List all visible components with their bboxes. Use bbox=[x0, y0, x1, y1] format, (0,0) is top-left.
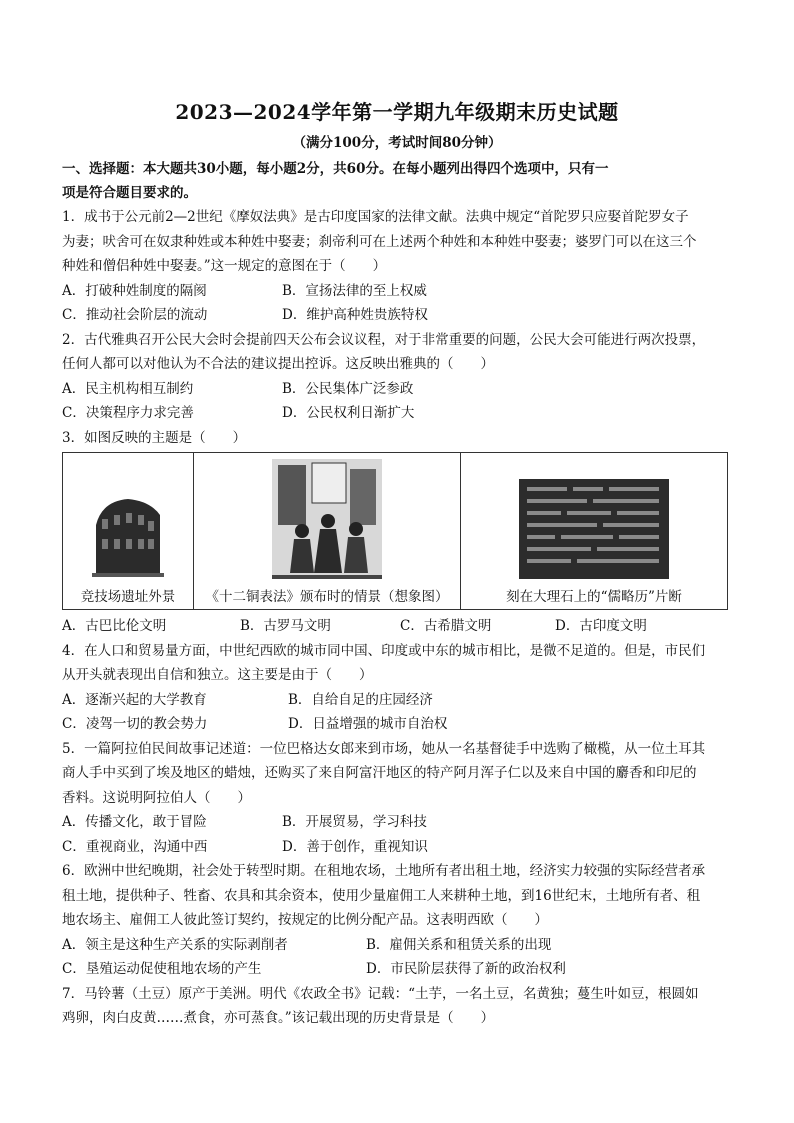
option-b[interactable]: B．自给自足的庄园经济 bbox=[288, 691, 433, 708]
option-c[interactable]: C．古希腊文明 bbox=[400, 618, 492, 634]
option-a[interactable]: A．民主机构相互制约 bbox=[62, 380, 194, 397]
question-2 bbox=[62, 328, 732, 426]
question-text: 香料。这说明阿拉伯人（ ） bbox=[62, 789, 251, 806]
options bbox=[62, 279, 732, 328]
question-text: 3．如图反映的主题是（ ） bbox=[62, 429, 247, 446]
figure-caption: 《十二铜表法》颁布时的情景（想象图） bbox=[205, 589, 449, 605]
question-text: 租土地，提供种子、牲畜、农具和其余资本，使用少量雇佣工人来耕种土地，到16世纪末，土地所有者、租 bbox=[62, 887, 701, 904]
option-b[interactable]: B．古罗马文明 bbox=[240, 618, 331, 634]
question-text: 鸡卵，肉白皮黄……煮食，亦可蒸食。”该记载出现的历史背景是（ ） bbox=[62, 1010, 495, 1026]
options bbox=[62, 810, 732, 859]
option-b[interactable]: B．雇佣关系和租赁关系的出现 bbox=[366, 936, 552, 953]
options bbox=[62, 377, 732, 426]
question-text: 1．成书于公元前2—2世纪《摩奴法典》是古印度国家的法律文献。法典中规定“首陀罗只应娶首陀罗女子 bbox=[62, 209, 689, 225]
option-d[interactable]: D．古印度文明 bbox=[555, 618, 647, 634]
option-d[interactable]: D．善于创作，重视知识 bbox=[282, 838, 428, 855]
option-c[interactable]: C．决策程序力求完善 bbox=[62, 405, 194, 421]
options bbox=[62, 688, 732, 737]
page-title: 2023—2024学年第一学期九年级期末历史试题 bbox=[175, 100, 619, 124]
option-b[interactable]: B．开展贸易，学习科技 bbox=[282, 814, 427, 830]
options bbox=[62, 614, 732, 639]
option-a[interactable]: A．打破种姓制度的隔阂 bbox=[62, 282, 207, 299]
option-a[interactable]: A．领主是这种生产关系的实际剥削者 bbox=[62, 936, 288, 953]
question-7 bbox=[62, 982, 732, 1031]
figure-caption: 刻在大理石上的“儒略历”片断 bbox=[506, 589, 682, 605]
question-6 bbox=[62, 859, 732, 982]
twelve-tables-illustration bbox=[272, 459, 382, 579]
question-1 bbox=[62, 205, 732, 328]
page-subtitle: （满分100分，考试时间80分钟） bbox=[292, 135, 502, 151]
question-text: 5．一篇阿拉伯民间故事记述道：一位巴格达女郎来到市场，她从一名基督徒手中选购了橄榄，从一位土耳其 bbox=[62, 740, 706, 757]
question-text: 商人手中买到了埃及地区的蜡烛，还购买了来自阿富汗地区的特产阿月浑子仁以及来自中国的麝香和印尼的 bbox=[62, 765, 697, 781]
question-5 bbox=[62, 737, 732, 860]
question-4 bbox=[62, 639, 732, 737]
question-text: 2．古代雅典召开公民大会时会提前四天公布会议议程，对于非常重要的问题，公民大会可能进行两次投票， bbox=[62, 331, 706, 348]
option-c[interactable]: C．重视商业，沟通中西 bbox=[62, 838, 208, 855]
option-c[interactable]: C．凌驾一切的教会势力 bbox=[62, 716, 208, 732]
option-d[interactable]: D．市民阶层获得了新的政治权利 bbox=[366, 961, 566, 977]
question-text: 6．欧洲中世纪晚期，社会处于转型时期。在租地农场，土地所有者出租土地，经济实力较强的实际经营者承 bbox=[62, 863, 706, 879]
figure-cell-colosseum bbox=[63, 453, 194, 610]
question-text: 任何人都可以对他认为不合法的建议提出控诉。这反映出雅典的（ ） bbox=[62, 356, 494, 372]
figure-cell-twelve-tables bbox=[194, 453, 461, 610]
option-c[interactable]: C．推动社会阶层的流动 bbox=[62, 307, 208, 323]
question-text: 7．马铃薯（土豆）原产于美洲。明代《农政全书》记载：“土芋，一名土豆，名黄独；蔓生叶如豆，根圆如 bbox=[62, 985, 699, 1002]
options bbox=[62, 933, 732, 982]
option-a[interactable]: A．古巴比伦文明 bbox=[62, 618, 167, 634]
option-b[interactable]: B．公民集体广泛参政 bbox=[282, 380, 414, 397]
question-3 bbox=[62, 426, 732, 639]
option-d[interactable]: D．日益增强的城市自治权 bbox=[288, 716, 448, 732]
figure-cell-julian-calendar bbox=[461, 453, 728, 610]
question-text: 为妻；吠舍可在奴隶种姓或本种姓中娶妻；刹帝利可在上述两个种姓和本种姓中娶妻；婆罗门可以在这三个 bbox=[62, 233, 697, 250]
question-text: 从开头就表现出自信和独立。这主要是由于（ ） bbox=[62, 667, 373, 683]
figure-caption: 竞技场遗址外景 bbox=[80, 589, 176, 605]
question-text: 种姓和僧侣种姓中娶妻。”这一规定的意图在于（ ） bbox=[62, 258, 387, 274]
colosseum-photo bbox=[88, 495, 168, 579]
section-heading-line-1: 一、选择题：本大题共30小题，每小题2分，共60分。在每小题列出得四个选项中，只有一 bbox=[62, 161, 609, 177]
question-text: 地农场主、雇佣工人彼此签订契约，按规定的比例分配产品。这表明西欧（ ） bbox=[62, 912, 548, 928]
option-c[interactable]: C．垦殖运动促使租地农场的产生 bbox=[62, 961, 262, 977]
figure-table bbox=[62, 452, 728, 610]
option-a[interactable]: A．传播文化，敢于冒险 bbox=[62, 814, 207, 830]
option-d[interactable]: D．公民权利日渐扩大 bbox=[282, 405, 415, 421]
section-heading-line-2: 项是符合题目要求的。 bbox=[62, 185, 197, 201]
option-d[interactable]: D．维护高种姓贵族特权 bbox=[282, 307, 428, 323]
option-b[interactable]: B．宣扬法律的至上权威 bbox=[282, 282, 427, 299]
option-a[interactable]: A．逐渐兴起的大学教育 bbox=[62, 691, 207, 708]
question-text: 4．在人口和贸易量方面，中世纪西欧的城市同中国、印度或中东的城市相比，是微不足道的。但是，市民们 bbox=[62, 642, 706, 659]
julian-calendar-photo bbox=[519, 479, 669, 579]
